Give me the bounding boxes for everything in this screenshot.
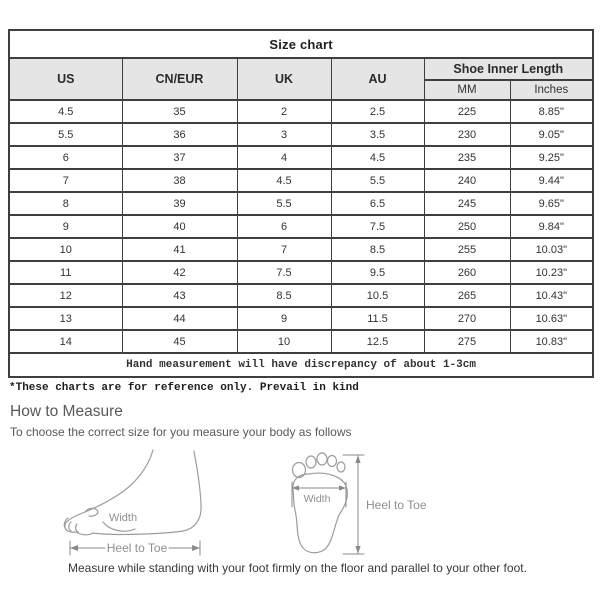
- size-cell: 4: [237, 146, 331, 169]
- size-cell: 10.83": [510, 330, 593, 353]
- table-row: [9, 307, 593, 330]
- size-chart-table: [8, 29, 594, 378]
- size-cell: 265: [424, 284, 510, 307]
- size-cell: 6.5: [331, 192, 424, 215]
- size-cell: 42: [122, 261, 237, 284]
- size-cell: 8.5: [237, 284, 331, 307]
- size-cell: 3: [237, 123, 331, 146]
- footprint-diagram: [285, 450, 430, 560]
- size-cell: 5.5: [9, 123, 122, 146]
- size-cell: 255: [424, 238, 510, 261]
- size-cell: 9.65": [510, 192, 593, 215]
- size-cell: 6: [237, 215, 331, 238]
- size-cell: 10.43": [510, 284, 593, 307]
- size-cell: 9.5: [331, 261, 424, 284]
- size-cell: 38: [122, 169, 237, 192]
- size-cell: 9.84": [510, 215, 593, 238]
- size-cell: 12.5: [331, 330, 424, 353]
- size-cell: 10.5: [331, 284, 424, 307]
- size-cell: 6: [9, 146, 122, 169]
- size-cell: 13: [9, 307, 122, 330]
- side-foot-width-label: Width: [108, 512, 138, 524]
- size-cell: 8.85": [510, 100, 593, 123]
- size-cell: 9: [237, 307, 331, 330]
- size-cell: 37: [122, 146, 237, 169]
- size-cell: 230: [424, 123, 510, 146]
- arrowhead-top: [355, 455, 360, 463]
- size-cell: 40: [122, 215, 237, 238]
- footprint-length-label: Heel to Toe: [366, 498, 427, 512]
- size-cell: 10: [237, 330, 331, 353]
- size-cell: 260: [424, 261, 510, 284]
- col-header-cn-eur: CN/EUR: [122, 58, 237, 100]
- size-cell: 9.05": [510, 123, 593, 146]
- col-header-mm: MM: [424, 80, 510, 100]
- size-cell: 7.5: [331, 215, 424, 238]
- col-header-shoe-inner-length: Shoe Inner Length: [424, 58, 593, 80]
- size-cell: 2.5: [331, 100, 424, 123]
- table-row: [9, 123, 593, 146]
- size-cell: 8.5: [331, 238, 424, 261]
- size-cell: 9.25": [510, 146, 593, 169]
- table-row: [9, 238, 593, 261]
- size-cell: 44: [122, 307, 237, 330]
- table-row: [9, 169, 593, 192]
- side-foot-length-label: Heel to Toe: [106, 541, 168, 555]
- size-chart-title-row: [9, 30, 593, 58]
- how-to-measure-subtitle: To choose the correct size for you measure your body as follows: [10, 425, 352, 439]
- size-cell: 10.63": [510, 307, 593, 330]
- table-row: [9, 100, 593, 123]
- table-footer-row: [9, 353, 593, 377]
- arrowhead-right: [192, 545, 200, 551]
- size-cell: 45: [122, 330, 237, 353]
- sole-outline: [293, 473, 348, 553]
- size-cell: 3.5: [331, 123, 424, 146]
- size-cell: 11: [9, 261, 122, 284]
- size-cell: 245: [424, 192, 510, 215]
- col-header-uk: UK: [237, 58, 331, 100]
- column-header-row: [9, 58, 593, 80]
- size-cell: 240: [424, 169, 510, 192]
- size-cell: 43: [122, 284, 237, 307]
- size-cell: 275: [424, 330, 510, 353]
- toe-circle: [337, 462, 345, 472]
- col-header-inches: Inches: [510, 80, 593, 100]
- size-cell: 41: [122, 238, 237, 261]
- size-cell: 4.5: [9, 100, 122, 123]
- size-cell: 10.03": [510, 238, 593, 261]
- table-row: [9, 215, 593, 238]
- size-cell: 4.5: [331, 146, 424, 169]
- measurement-discrepancy-note: Hand measurement will have discrepancy of about 1-3cm: [9, 353, 593, 377]
- size-cell: 235: [424, 146, 510, 169]
- size-cell: 2: [237, 100, 331, 123]
- size-cell: 5.5: [331, 169, 424, 192]
- arrowhead-bottom: [355, 546, 360, 554]
- toe-circle: [328, 456, 337, 467]
- size-chart-title: Size chart: [9, 30, 593, 58]
- how-to-measure-heading: How to Measure: [10, 403, 123, 420]
- size-cell: 250: [424, 215, 510, 238]
- toe-circle: [293, 463, 306, 478]
- size-cell: 11.5: [331, 307, 424, 330]
- size-cell: 36: [122, 123, 237, 146]
- arrowhead-right: [339, 485, 346, 490]
- size-cell: 8: [9, 192, 122, 215]
- table-row: [9, 192, 593, 215]
- size-cell: 9.44": [510, 169, 593, 192]
- table-row: [9, 146, 593, 169]
- table-row: [9, 284, 593, 307]
- col-header-au: AU: [331, 58, 424, 100]
- size-cell: 35: [122, 100, 237, 123]
- footprint-width-label: Width: [303, 493, 331, 505]
- size-cell: 14: [9, 330, 122, 353]
- size-cell: 5.5: [237, 192, 331, 215]
- toe-detail: [69, 522, 71, 531]
- size-table-body: [9, 100, 593, 353]
- side-foot-diagram: [55, 448, 215, 563]
- measure-standing-caption: Measure while standing with your foot firmly on the floor and parallel to your other foot.: [68, 561, 527, 575]
- size-cell: 9: [9, 215, 122, 238]
- size-cell: 12: [9, 284, 122, 307]
- toe-circle: [306, 456, 316, 468]
- size-cell: 10.23": [510, 261, 593, 284]
- size-cell: 225: [424, 100, 510, 123]
- size-cell: 39: [122, 192, 237, 215]
- size-cell: 4.5: [237, 169, 331, 192]
- table-row: [9, 330, 593, 353]
- size-cell: 10: [9, 238, 122, 261]
- arrowhead-left: [70, 545, 78, 551]
- table-row: [9, 261, 593, 284]
- col-header-us: US: [9, 58, 122, 100]
- size-cell: 7: [9, 169, 122, 192]
- reference-only-note: *These charts are for reference only. Prevail in kind: [9, 382, 359, 394]
- size-cell: 7.5: [237, 261, 331, 284]
- size-cell: 7: [237, 238, 331, 261]
- size-cell: 270: [424, 307, 510, 330]
- toe-detail: [76, 524, 78, 532]
- toe-circle: [317, 453, 327, 465]
